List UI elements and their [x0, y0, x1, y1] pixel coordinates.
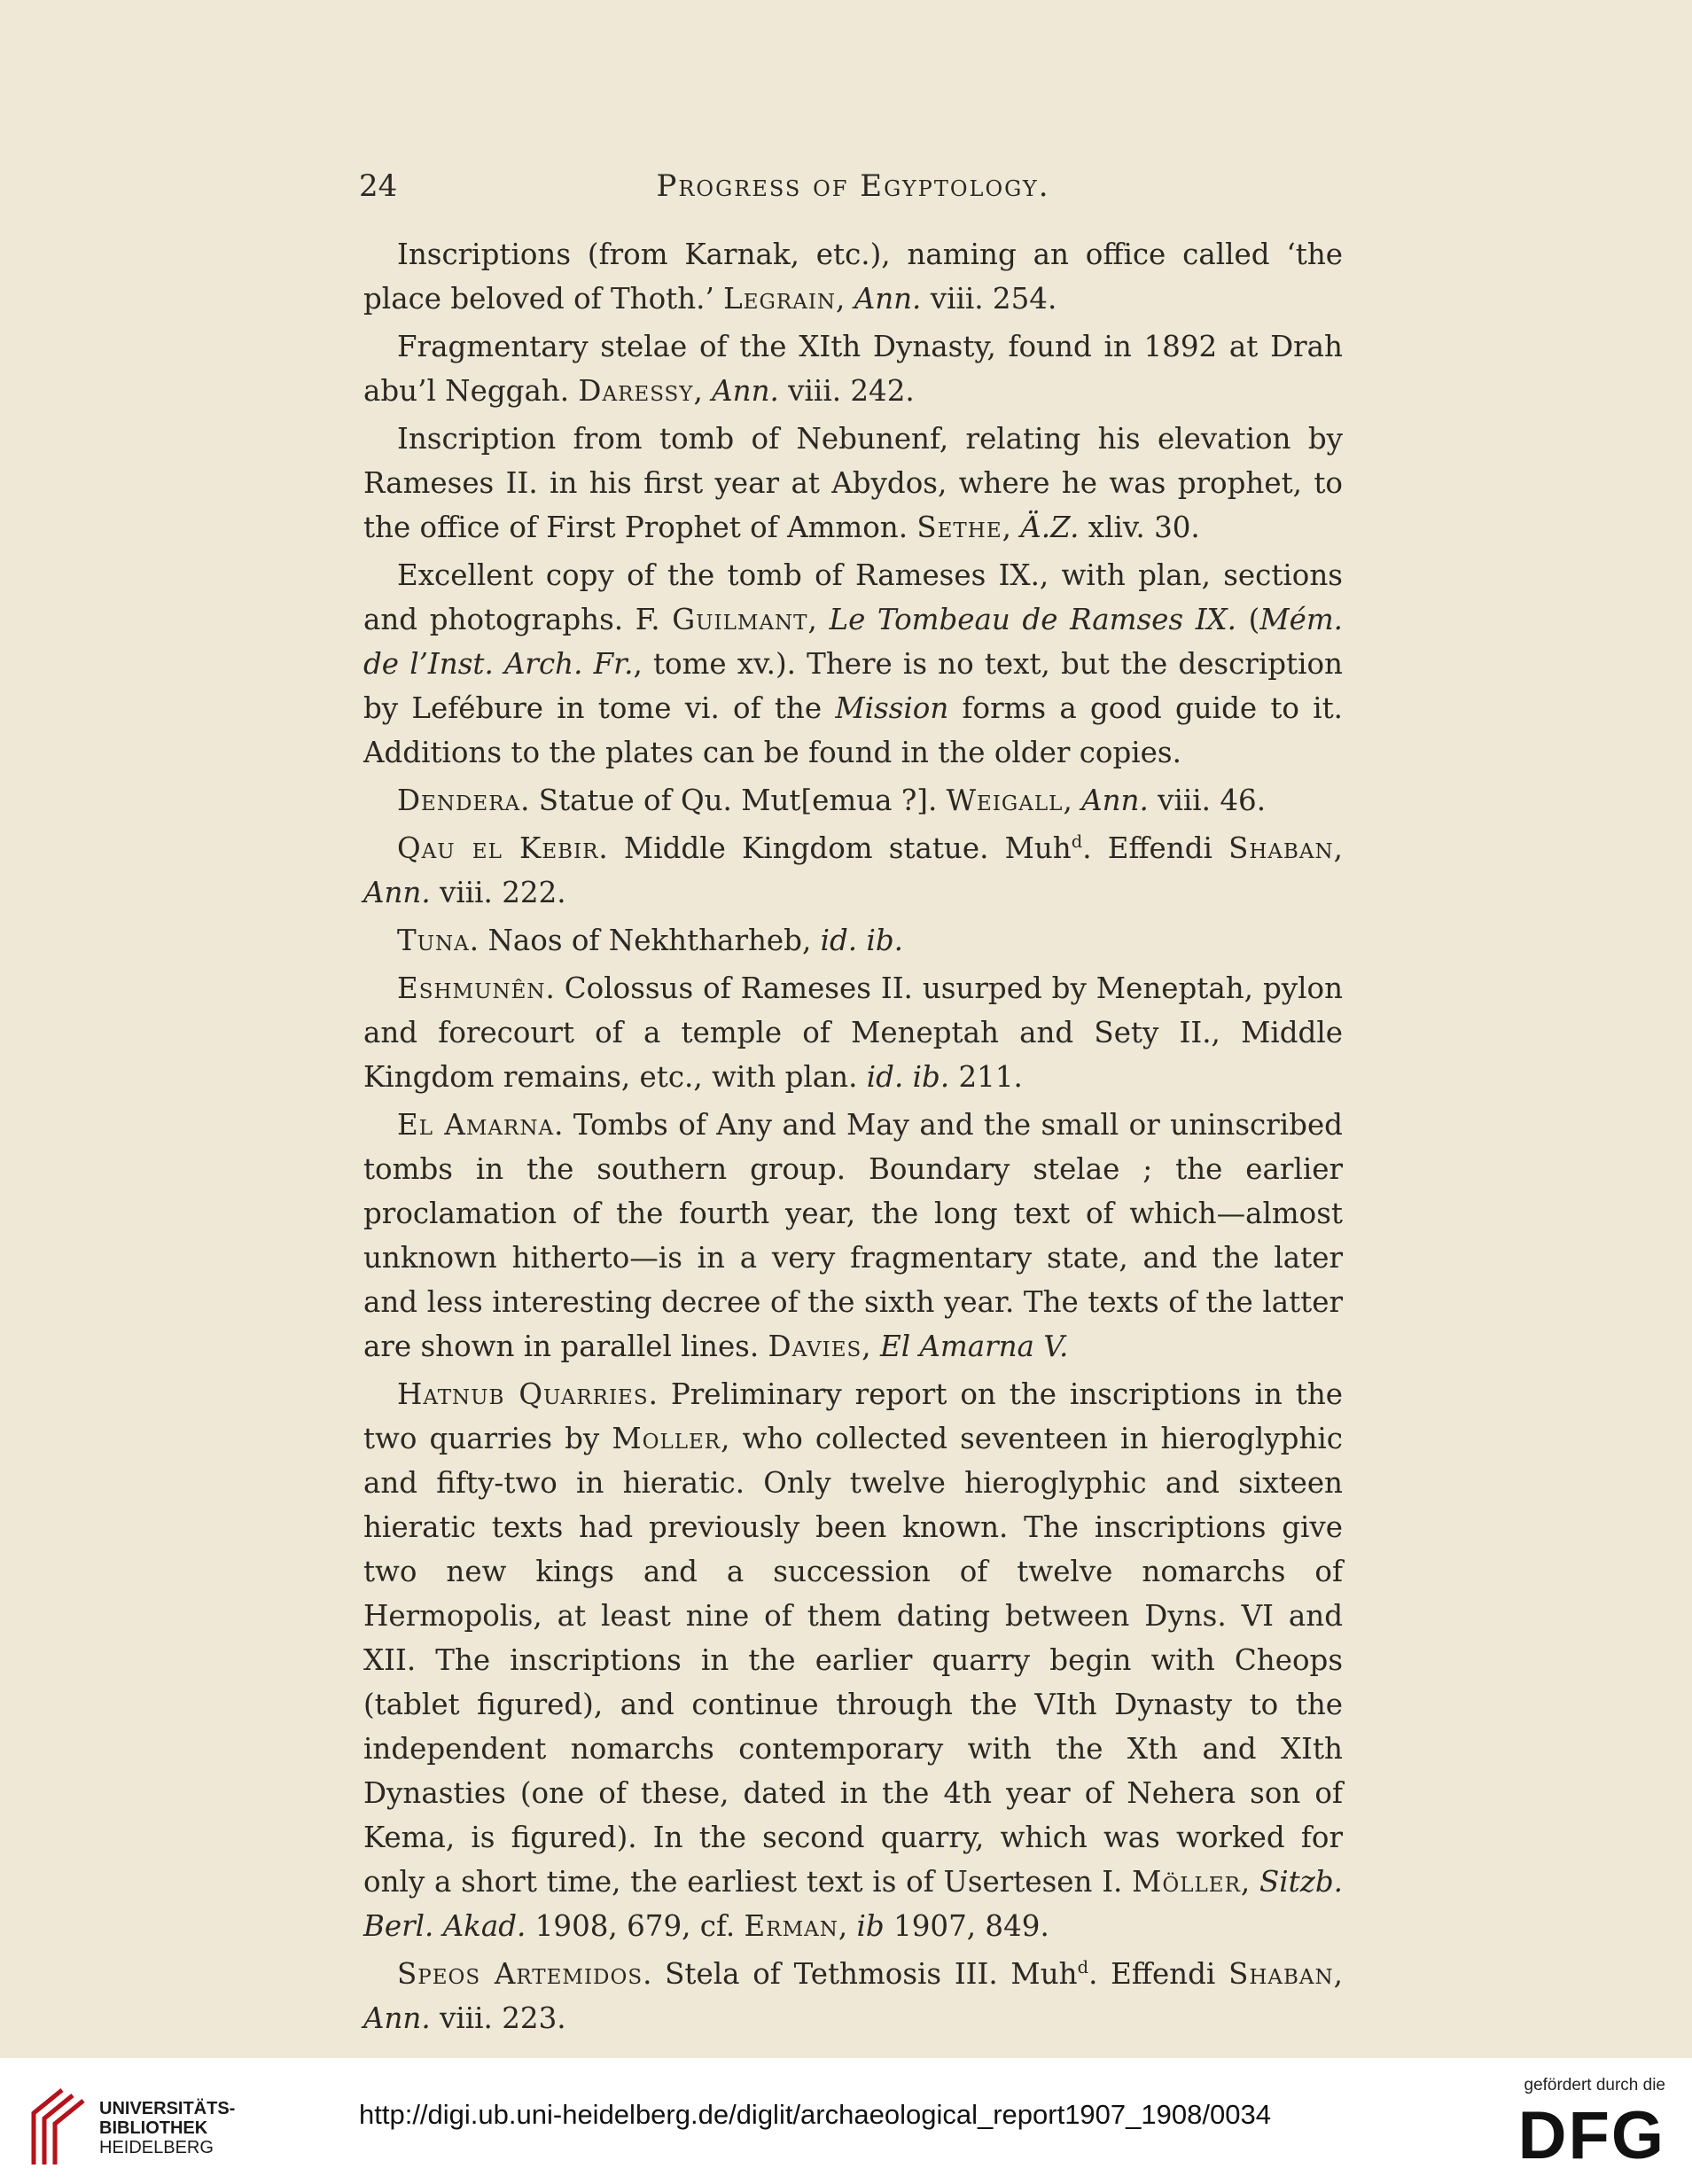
- paragraph: [363, 553, 1343, 775]
- viewer-footer: [0, 2058, 1692, 2184]
- smallcaps-text: Legrain: [723, 282, 837, 316]
- smallcaps-text: Shaban: [1228, 1957, 1334, 1991]
- superscript: d: [1071, 831, 1083, 853]
- paragraph: [363, 826, 1343, 915]
- page-number: 24: [359, 168, 398, 204]
- smallcaps-text: Guilmant: [672, 603, 808, 636]
- italic-text: Ann.: [363, 876, 431, 909]
- logo-line-1: UNIVERSITÄTS-: [99, 2099, 236, 2118]
- text-run: ,: [1002, 511, 1021, 544]
- italic-text: Mission: [835, 691, 949, 725]
- italic-text: Le Tombeau de Ramses IX.: [829, 603, 1237, 636]
- smallcaps-text: Hatnub Quarries: [397, 1377, 649, 1411]
- text-run: forms a good guide to it. Additions to the plates can be found in the older copies.: [363, 691, 1343, 769]
- paragraph: [363, 417, 1343, 550]
- italic-text: El Amarna V.: [879, 1330, 1069, 1363]
- text-run: ,: [838, 1909, 857, 1943]
- sponsor-caption: gefördert durch die: [1524, 2076, 1665, 2094]
- text-run: viii. 222.: [430, 876, 566, 909]
- text-run: . Tombs of Any and May and the small or uninscribed tombs in the southern group. Boundary stelae ; the earlier proclamation of the fourth year, the long text of which—almost unknown hitherto—is in a very fragmentary state, and the later and less interesting decree of the sixth year. The texts of the latter are shown in parallel lines.: [363, 1108, 1343, 1363]
- text-run: . Naos of Nekhtharheb,: [469, 924, 821, 957]
- smallcaps-text: Möller: [1132, 1865, 1241, 1899]
- superscript: d: [1077, 1957, 1089, 1978]
- text-run: ,: [836, 282, 854, 316]
- text-run: 211.: [949, 1060, 1023, 1094]
- italic-text: Mém. de l’Inst. Arch. Fr.: [363, 603, 1343, 681]
- text-run: ,: [1333, 1957, 1343, 1991]
- text-run: Fragmentary stelae of the XIth Dynasty, found in 1892 at Drah abu’l Neggah.: [363, 330, 1343, 408]
- logo-line-3: HEIDELBERG: [99, 2138, 214, 2157]
- text-run: viii. 46.: [1148, 784, 1267, 817]
- italic-text: Ann.: [363, 2001, 431, 2035]
- library-logo-icon: [27, 2086, 89, 2166]
- dfg-logo: DFG: [1517, 2098, 1665, 2173]
- text-run: viii. 254.: [921, 282, 1057, 316]
- logo-line-2: BIBLIOTHEK: [99, 2118, 208, 2138]
- permalink-url[interactable]: http://digi.ub.uni-heidelberg.de/diglit/archaeological_report1907_1908/0034: [359, 2099, 1271, 2130]
- paragraph: [363, 1372, 1343, 1948]
- text-run: . Stela of Tethmosis III. Muh: [643, 1957, 1078, 1991]
- italic-text: id. ib.: [820, 924, 903, 957]
- smallcaps-text: Eshmunên: [397, 971, 546, 1005]
- smallcaps-text: Weigall: [946, 784, 1064, 817]
- smallcaps-text: Daressy: [578, 374, 694, 408]
- running-title: Progress of Egyptology.: [656, 168, 1050, 204]
- text-run: 1907, 849.: [884, 1909, 1049, 1943]
- text-run: xliv. 30.: [1079, 511, 1200, 544]
- italic-text: Ann.: [712, 374, 779, 408]
- italic-text: Ann.: [854, 282, 922, 316]
- italic-text: Ann.: [1081, 784, 1149, 817]
- text-run: viii. 223.: [430, 2001, 566, 2035]
- text-run: . Middle Kingdom statue. Muh: [598, 831, 1072, 865]
- dfg-sponsor[interactable]: [1488, 2076, 1665, 2173]
- paragraph: [363, 1103, 1343, 1369]
- text-run: . Statue of Qu. Mut[emua ?].: [520, 784, 947, 817]
- paragraph: [363, 778, 1343, 823]
- paragraph: [363, 1952, 1343, 2040]
- text-run: Inscription from tomb of Nebunenf, relating his elevation by Rameses II. in his first year at Abydos, where he was prophet, to the office of First Prophet of Ammon.: [363, 422, 1343, 544]
- smallcaps-text: Moller: [612, 1422, 721, 1455]
- smallcaps-text: Speos Artemidos: [397, 1957, 643, 1991]
- text-run: ,: [807, 603, 830, 636]
- text-run: . Effendi: [1088, 1957, 1229, 1991]
- body-text: [363, 232, 1343, 2044]
- library-logo[interactable]: [27, 2078, 239, 2175]
- smallcaps-text: Sethe: [916, 511, 1002, 544]
- text-run: ,: [1063, 784, 1082, 817]
- text-run: Excellent copy of the tomb of Rameses IX., with plan, sections and photographs. F.: [363, 558, 1343, 636]
- text-run: ,: [1240, 1865, 1260, 1899]
- running-head: [359, 168, 1347, 213]
- italic-text: id. ib.: [866, 1060, 950, 1094]
- smallcaps-text: Davies: [768, 1330, 862, 1363]
- paragraph: [363, 324, 1343, 413]
- paragraph: [363, 232, 1343, 321]
- italic-text: ib: [856, 1909, 885, 1943]
- text-run: ,: [1333, 831, 1343, 865]
- text-run: , tome xv.). There is no text, but the description by Lefébure in tome vi. of the: [363, 647, 1343, 725]
- italic-text: Ä.Z.: [1020, 511, 1080, 544]
- text-run: ,: [693, 374, 713, 408]
- text-run: . Colossus of Rameses II. usurped by Meneptah, pylon and forecourt of a temple of Meneptah and Sety II., Middle Kingdom remains, etc., with plan.: [363, 971, 1343, 1094]
- smallcaps-text: Tuna: [397, 924, 470, 957]
- italic-text: Sitzb. Berl. Akad.: [363, 1865, 1343, 1943]
- smallcaps-text: Erman: [744, 1909, 838, 1943]
- text-run: viii. 242.: [778, 374, 915, 408]
- smallcaps-text: Dendera: [397, 784, 521, 817]
- paragraph: [363, 966, 1343, 1099]
- smallcaps-text: El Amarna: [397, 1108, 555, 1142]
- text-run: Inscriptions (from Karnak, etc.), naming an office called ‘the place beloved of Thoth.’: [363, 238, 1343, 316]
- text-run: . Preliminary report on the inscriptions in the two quarries by: [363, 1377, 1343, 1455]
- text-run: . Effendi: [1082, 831, 1229, 865]
- paragraph: [363, 918, 1343, 963]
- text-run: , who collected seventeen in hieroglyphic and fifty-two in hieratic. Only twelve hieroglyphic and sixteen hieratic texts had previously been known. The inscriptions give two new kings and a succession of twelve nomarchs of Hermopolis, at least nine of them dating between Dyns. VI and XII. The inscriptions in the earlier quarry begin with Cheops (tablet figured), and continue through the VIth Dynasty to the independent nomarchs contemporary with the Xth and XIth Dynasties (one of these, dated in the 4th year of Nehera son of Kema, is figured). In the second quarry, which was worked for only a short time, the earliest text is of Usertesen I.: [363, 1422, 1344, 1899]
- text-run: ,: [862, 1330, 880, 1363]
- text-run: 1908, 679, cf.: [526, 1909, 745, 1943]
- smallcaps-text: Shaban: [1228, 831, 1334, 865]
- smallcaps-text: Qau el Kebir: [397, 831, 599, 865]
- text-run: (: [1236, 603, 1260, 636]
